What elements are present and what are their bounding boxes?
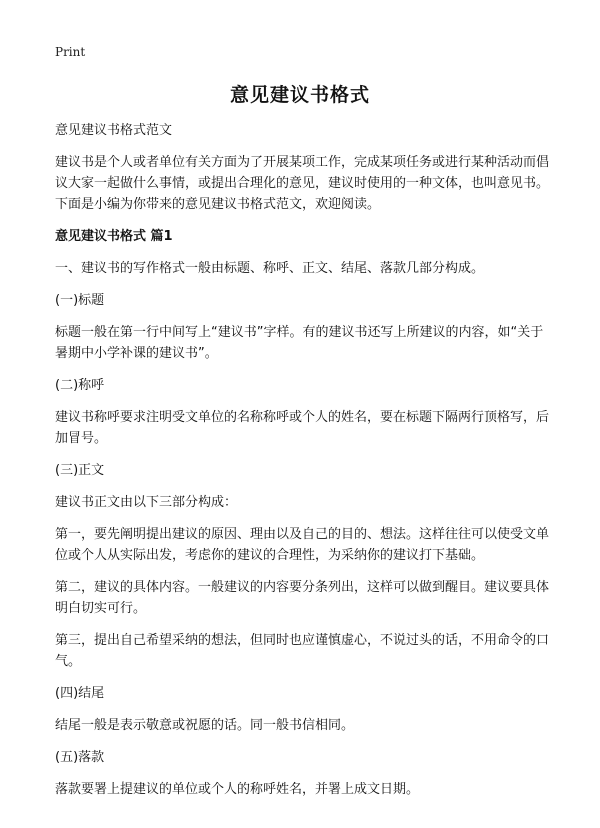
body-point-1: 第一，要先阐明提出建议的原因、理由以及自己的目的、想法。这样往往可以使受文单位或个人从实际出发，考虑你的建议的合理性，为采纳你的建议打下基础。	[55, 527, 550, 563]
part-text-body: 建议书正文由以下三部分构成：	[55, 495, 238, 510]
part-heading-body: (三)正文	[55, 463, 105, 478]
print-link[interactable]: Print	[55, 45, 86, 59]
document-body	[55, 120, 555, 800]
overview-paragraph: 一、建议书的写作格式一般由标题、称呼、正文、结尾、落款几部分构成。	[55, 261, 485, 276]
part-text-salutation: 建议书称呼要求注明受文单位的名称称呼或个人的姓名，要在标题下隔两行顶格写，后加冒号。	[55, 410, 550, 446]
part-heading-salutation: (二)称呼	[55, 378, 105, 393]
section-title: 意见建议书格式 篇1	[55, 229, 173, 244]
body-point-2: 第二，建议的具体内容。一般建议的内容要分条列出，这样可以做到醒目。建议要具体明白切实可行。	[55, 580, 550, 616]
document-subtitle: 意见建议书格式范文	[55, 123, 173, 138]
part-text-signature: 落款要署上提建议的单位或个人的称呼姓名，并署上成文日期。	[55, 782, 420, 797]
body-point-3: 第三，提出自己希望采纳的想法，但同时也应谨慎虚心，不说过头的话，不用命令的口气。	[55, 633, 550, 669]
part-text-title: 标题一般在第一行中间写上“建议书”字样。有的建议书还写上所建议的内容，如“关于暑期中小学补课的建议书”。	[55, 325, 544, 361]
part-heading-signature: (五)落款	[55, 750, 105, 765]
intro-paragraph: 建议书是个人或者单位有关方面为了开展某项工作，完成某项任务或进行某种活动而倡议大家一起做什么事情，或提出合理化的意见，建议时使用的一种文体，也叫意见书。下面是小编为你带来的意见建议书格式范文，欢迎阅读。	[55, 155, 550, 212]
part-heading-ending: (四)结尾	[55, 686, 105, 701]
part-text-ending: 结尾一般是表示敬意或祝愿的话。同一般书信相同。	[55, 718, 355, 733]
part-heading-title: (一)标题	[55, 293, 105, 308]
page-title: 意见建议书格式	[229, 84, 370, 106]
